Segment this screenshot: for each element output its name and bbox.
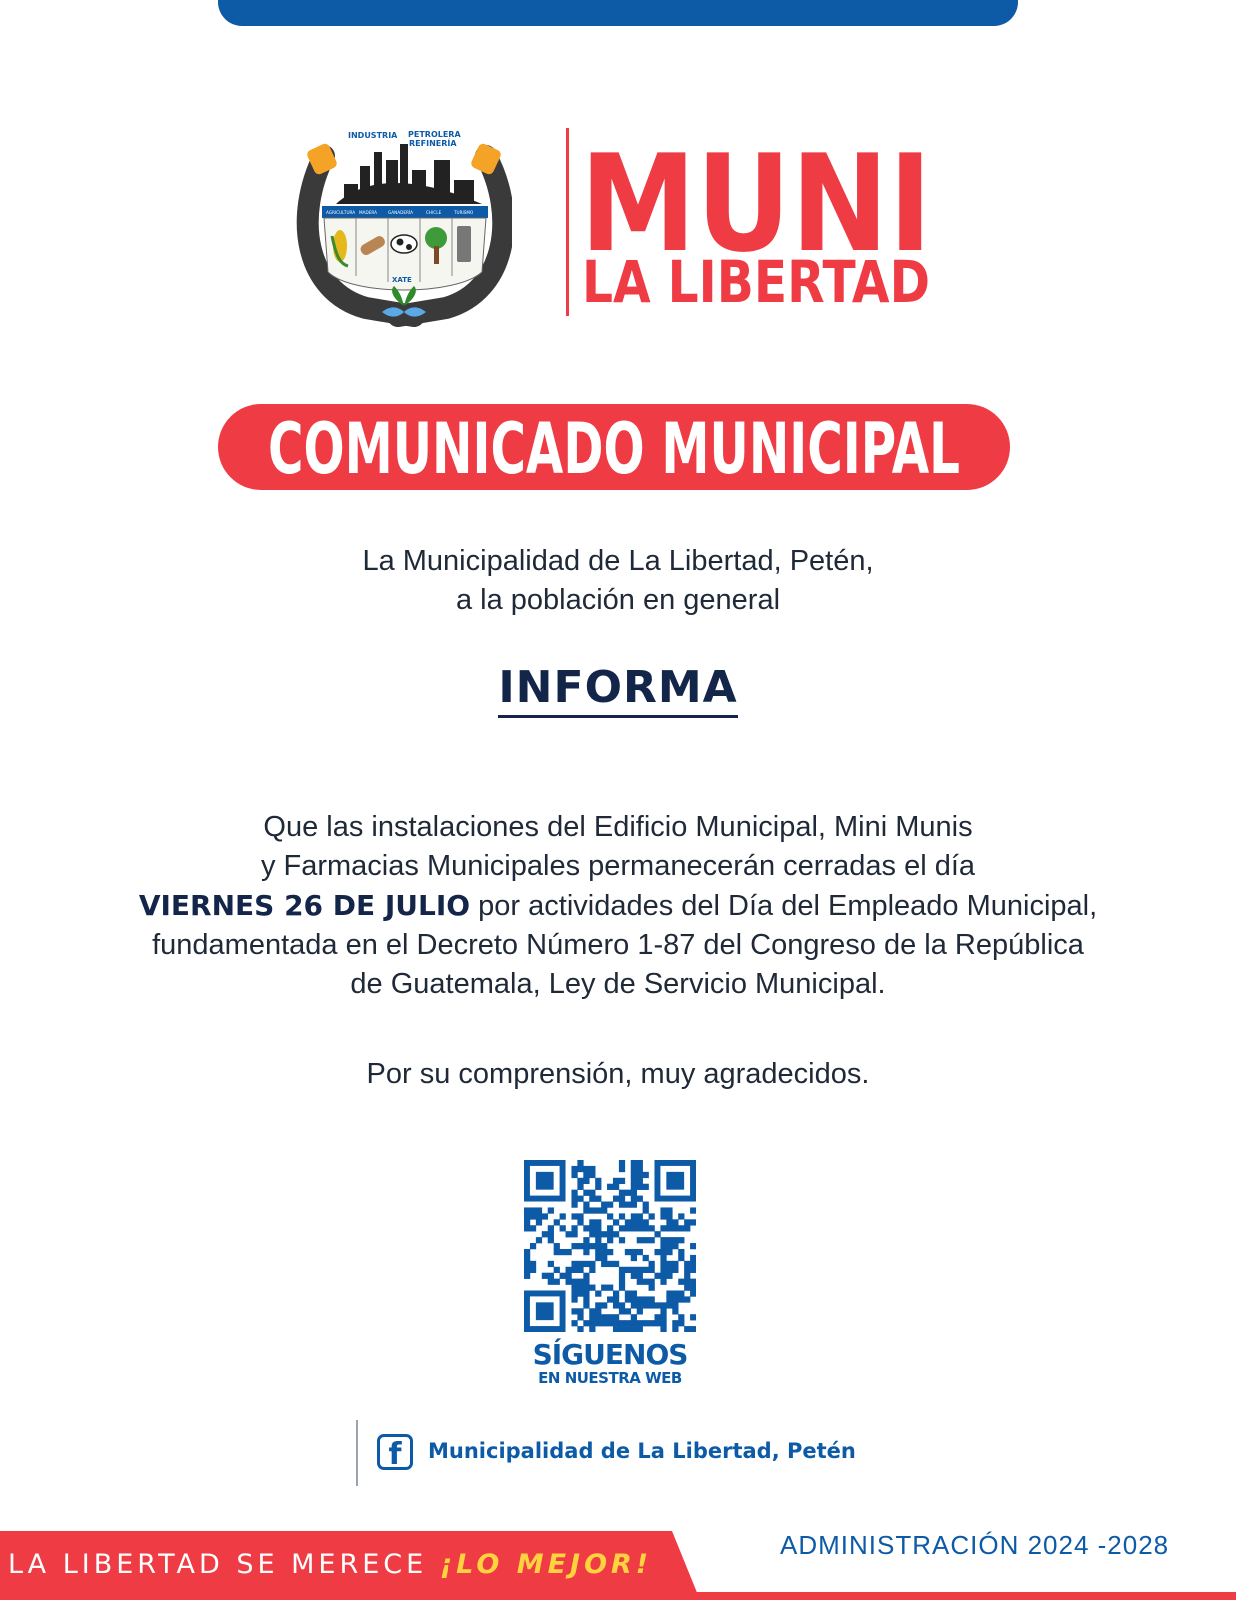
recipient-line-1: La Municipalidad de La Libertad, Petén,	[362, 545, 874, 577]
body-line-1: Que las instalaciones del Edificio Municipal, Mini Munis	[263, 811, 973, 843]
recipient-block	[0, 542, 1236, 620]
brand-muni: MUNI	[580, 126, 932, 282]
facebook-divider	[356, 1420, 358, 1486]
comunicado-banner	[218, 404, 1010, 490]
recipient-line-2: a la población en general	[455, 584, 781, 616]
informa-label: INFORMA	[498, 662, 737, 718]
qr-code-icon	[524, 1160, 696, 1332]
administration-period: ADMINISTRACIÓN 2024 -2028	[780, 1530, 1170, 1560]
crest-label-xate: XATE	[392, 276, 412, 284]
crest-label-industria: INDUSTRIA	[348, 131, 398, 140]
municipal-crest	[296, 126, 512, 332]
follow-line-2: EN NUESTRA WEB	[538, 1369, 682, 1387]
crest-sector-ganaderia: GANADERÍA	[388, 210, 413, 215]
body-line-3	[0, 886, 1236, 926]
body-line-4: fundamentada en el Decreto Número 1-87 del Congreso de la República	[152, 929, 1084, 961]
top-decorative-bar	[218, 0, 1018, 26]
body-line-2: y Farmacias Municipales permanecerán cerradas el día	[260, 850, 976, 882]
slogan-accent: ¡LO MEJOR!	[439, 1549, 653, 1580]
thanks-text: Por su comprensión, muy agradecidos.	[366, 1058, 870, 1090]
crest-sector-madera: MADERA	[359, 210, 377, 215]
brand-logo	[580, 126, 940, 326]
brand-la-libertad: LA LIBERTAD	[582, 248, 930, 316]
closure-date: VIERNES 26 DE JULIO	[138, 889, 471, 922]
follow-line-1: SÍGUENOS	[532, 1338, 688, 1371]
website-qr-code[interactable]	[524, 1160, 696, 1332]
crest-label-petrolera: PETROLERA	[408, 130, 461, 139]
crest-sector-turismo: TURISMO	[454, 210, 474, 215]
brand-divider	[566, 128, 569, 316]
body-line-5: de Guatemala, Ley de Servicio Municipal.	[350, 968, 886, 1000]
crest-sector-chicle: CHICLE	[426, 210, 442, 215]
footer-slogan	[8, 1548, 652, 1582]
crest-shield-icon	[296, 126, 512, 332]
announcement-body	[0, 808, 1236, 1004]
crest-sector-agricultura: AGRICULTURA	[326, 210, 356, 215]
body-line-3-rest: por actividades del Día del Empleado Municipal,	[470, 890, 1098, 922]
crest-label-refineria: REFINERÍA	[409, 139, 457, 148]
follow-web-caption	[500, 1340, 720, 1386]
banner-title: COMUNICADO MUNICIPAL	[268, 408, 960, 487]
slogan-main: LA LIBERTAD SE MERECE	[8, 1549, 440, 1580]
informa-heading	[0, 662, 1236, 713]
facebook-page-link[interactable]: Municipalidad de La Libertad, Petén	[428, 1439, 856, 1463]
footer-red-line	[690, 1592, 1236, 1600]
facebook-icon: f	[377, 1434, 413, 1470]
